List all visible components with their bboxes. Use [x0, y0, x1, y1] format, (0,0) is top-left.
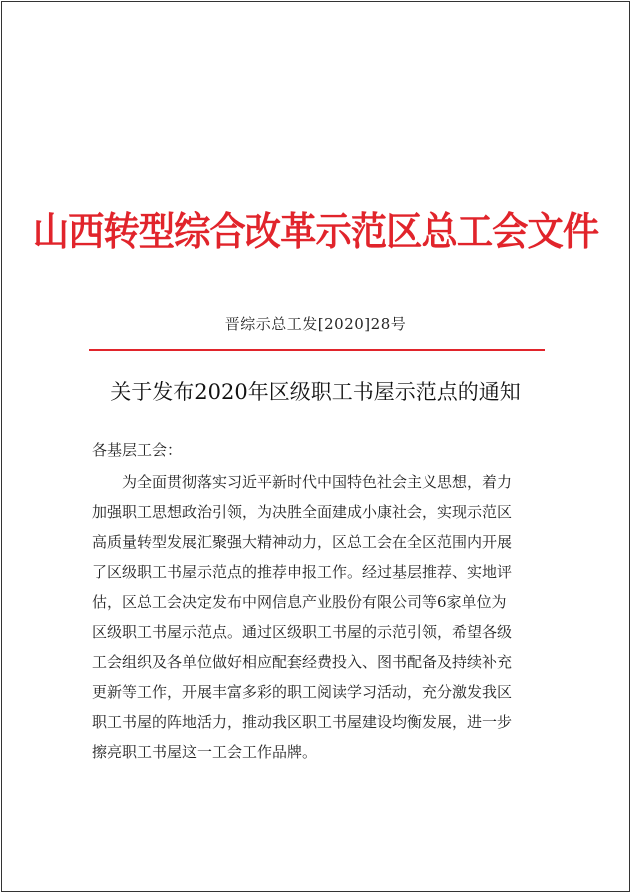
body-line: 估，区总工会决定发布中网信息产业股份有限公司等6家单位为	[92, 593, 507, 611]
body-line: 工会组织及各单位做好相应配套经费投入、图书配备及持续补充	[92, 653, 513, 671]
document-number: 晋综示总工发[2020]28号	[224, 315, 407, 333]
body-line: 了区级职工书屋示范点的推荐申报工作。经过基层推荐、实地评	[92, 563, 513, 581]
body-line: 职工书屋的阵地活力，推动我区职工书屋建设均衡发展，进一步	[92, 713, 513, 731]
body-line: 区级职工书屋示范点。通过区级职工书屋的示范引领，希望各级	[92, 623, 513, 641]
red-separator-line	[89, 349, 545, 351]
notice-body	[92, 467, 552, 767]
body-line: 为全面贯彻落实习近平新时代中国特色社会主义思想，着力	[92, 473, 513, 491]
salutation: 各基层工会：	[92, 441, 183, 459]
document-page	[1, 1, 630, 892]
body-line: 高质量转型发展汇聚强大精神动力，区总工会在全区范围内开展	[92, 533, 513, 551]
notice-title: 关于发布2020年区级职工书屋示范点的通知	[110, 380, 521, 404]
body-line: 更新等工作，开展丰富多彩的职工阅读学习活动，充分激发我区	[92, 683, 513, 701]
body-line: 擦亮职工书屋这一工会工作品牌。	[92, 743, 318, 761]
body-line: 加强职工思想政治引领，为决胜全面建成小康社会，实现示范区	[92, 503, 513, 521]
issuer-title: 山西转型综合改革示范区总工会文件	[32, 209, 599, 255]
